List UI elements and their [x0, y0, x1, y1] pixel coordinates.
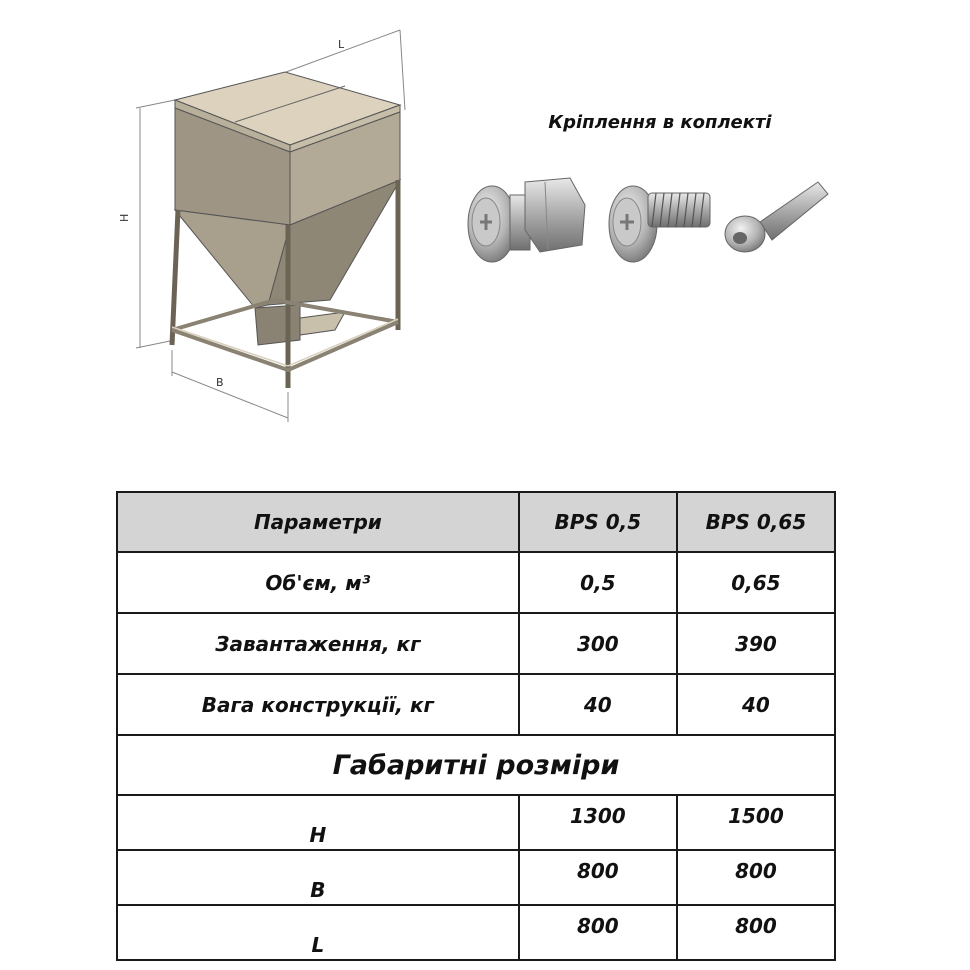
header-bps-065: BPS 0,65	[677, 492, 835, 552]
fasteners-caption: Кріплення в коплекті	[548, 112, 772, 133]
cell-value: 800	[677, 850, 835, 905]
dimension-label-l: L	[338, 38, 345, 51]
cell-value: 300	[519, 613, 677, 674]
row-label-l: L	[117, 905, 519, 960]
header-parameters: Параметри	[117, 492, 519, 552]
table-row	[117, 613, 835, 674]
table-header-row	[117, 492, 835, 552]
cell-value: 800	[519, 850, 677, 905]
table-row	[117, 552, 835, 613]
cell-value: 800	[519, 905, 677, 960]
table-row	[117, 795, 835, 850]
hopper-drawing	[115, 25, 415, 430]
cell-value: 0,65	[677, 552, 835, 613]
row-label-h: H	[117, 795, 519, 850]
cell-value: 40	[519, 674, 677, 735]
row-label-b: B	[117, 850, 519, 905]
cell-value: 390	[677, 613, 835, 674]
cell-value: 1300	[519, 795, 677, 850]
bolt-icon	[609, 186, 710, 262]
row-label-weight: Вага конструкції, кг	[117, 674, 519, 735]
table-row	[117, 674, 835, 735]
pin-icon	[725, 182, 828, 252]
header-bps-05: BPS 0,5	[519, 492, 677, 552]
row-label-load: Завантаження, кг	[117, 613, 519, 674]
dimension-label-b: B	[216, 376, 224, 389]
table-row	[117, 905, 835, 960]
bolt-with-nut-icon	[468, 178, 585, 262]
fasteners-illustration	[455, 160, 835, 280]
parameters-table	[116, 491, 836, 961]
cell-value: 1500	[677, 795, 835, 850]
row-label-volume: Об'єм, м³	[117, 552, 519, 613]
cell-value: 800	[677, 905, 835, 960]
section-title-dimensions: Габаритні розміри	[117, 735, 835, 795]
dimension-label-h: H	[118, 213, 131, 222]
cell-value: 0,5	[519, 552, 677, 613]
cell-value: 40	[677, 674, 835, 735]
table-section-row	[117, 735, 835, 795]
table-row	[117, 850, 835, 905]
